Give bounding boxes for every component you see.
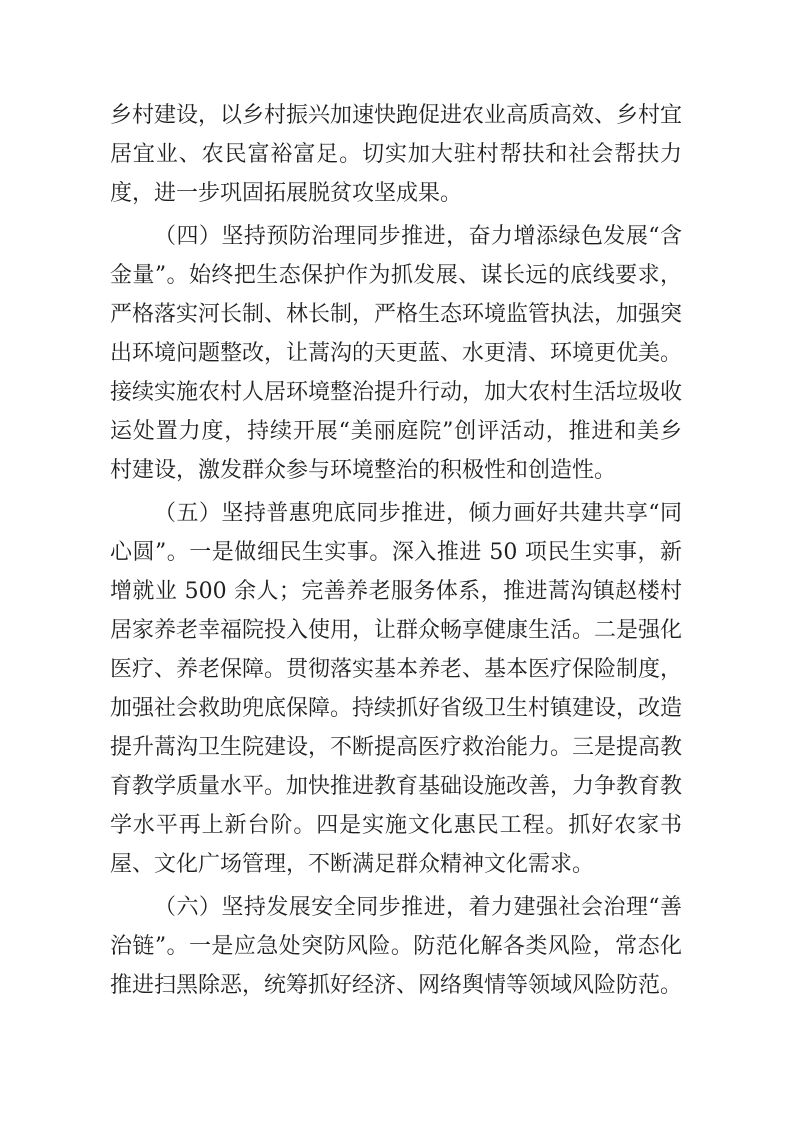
paragraph-section-4-green-development: （四）坚持预防治理同步推进，奋力增添绿色发展“含金量”。始终把生态保护作为抓发展、谋长远的底线要求，严格落实河长制、林长制，严格生态环境监管执法，加强突出环境问题整改，让蒿沟的天更蓝、水更清、环境更优美。接续实施农村人居环境整治提升行动，加大农村生活垃圾收运处置力度，持续开展“美丽庭院”创评活动，推进和美乡村建设，激发群众参与环境整治的积极性和创造性。 [110, 224, 683, 483]
paragraph-section-5-livelihood-welfare: （五）坚持普惠兜底同步推进，倾力画好共建共享“同心圆”。一是做细民生实事。深入推进 50 项民生实事，新增就业 500 余人；完善养老服务体系，推进蒿沟镇赵楼村居家养老幸福院投入使用，让群众畅享健康生活。二是强化医疗、养老保障。贯彻落实基本养老、基本医疗保险制度，加强社会救助兜底保障。持续抓好省级卫生村镇建设，改造提升蒿沟卫生院建设，不断提高医疗救治能力。三是提高教育教学质量水平。加快推进教育基础设施改善，力争教育教学水平再上新台阶。四是实施文化惠民工程。抓好农家书屋、文化广场管理，不断满足群众精神文化需求。 [110, 501, 683, 877]
paragraph-rural-revitalization-continuation: 乡村建设，以乡村振兴加速快跑促进农业高质高效、乡村宜居宜业、农民富裕富足。切实加大驻村帮扶和社会帮扶力度，进一步巩固拓展脱贫攻坚成果。 [110, 103, 683, 206]
paragraph-section-6-safety-governance: （六）坚持发展安全同步推进，着力建强社会治理“善治链”。一是应急处突防风险。防范化解各类风险，常态化推进扫黑除恶，统筹抓好经济、网络舆情等领域风险防范。 [110, 895, 683, 998]
document-body [110, 96, 682, 1005]
